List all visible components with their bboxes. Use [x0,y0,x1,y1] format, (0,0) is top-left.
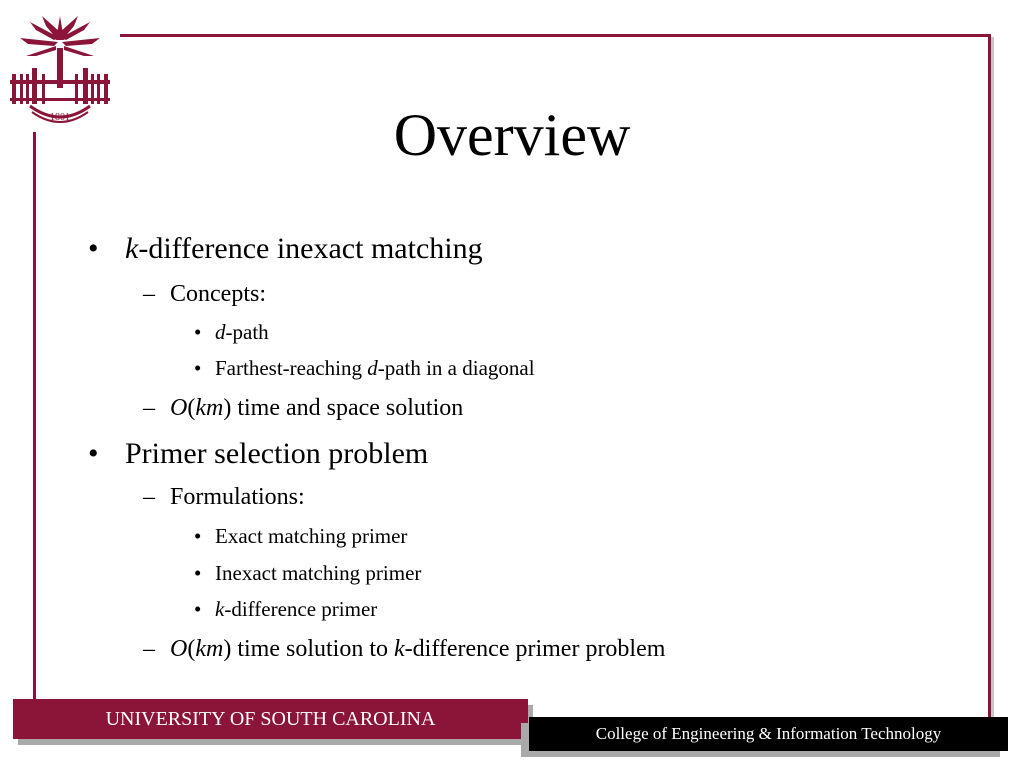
item-text: -difference primer problem [404,636,666,662]
sub-bullet-concepts: Concepts: [170,281,266,307]
bullet-glyph: • [194,597,202,621]
bullet-text: -difference inexact matching [138,232,483,265]
item-exact-matching-primer: Exact matching primer [215,524,408,548]
item-text: ) time and space solution [223,395,464,421]
item-d-path [215,320,269,345]
var-km: km [195,395,224,421]
item-farthest-reaching [215,356,535,381]
bullet-glyph: • [194,561,202,585]
item-k-difference-primer [215,597,377,622]
sub-bullet-time-space [170,395,463,422]
dash-glyph: – [143,636,155,662]
sub-bullet-formulations: Formulations: [170,484,305,510]
dash-glyph: – [143,281,155,307]
college-banner: College of Engineering & Information Technology [529,717,1008,751]
university-banner: UNIVERSITY OF SOUTH CAROLINA [13,699,528,739]
svg-text:1801: 1801 [50,112,70,123]
bullet-primer-selection: Primer selection problem [125,437,429,470]
var-O: O [170,636,188,662]
item-inexact-matching-primer: Inexact matching primer [215,561,422,585]
item-text: -path in a diagonal [377,356,535,380]
bullet-glyph: • [88,232,99,265]
paren: ( [187,636,196,662]
var-km: km [195,636,224,662]
var-O: O [170,395,188,421]
var-d: d [367,356,378,380]
paren: ( [187,395,196,421]
bullet-glyph: • [194,320,202,344]
slide-title: Overview [393,102,631,168]
item-text: -difference primer [224,597,378,621]
var-k: k [394,636,405,662]
var-d: d [215,320,226,344]
var-k: k [215,597,225,621]
item-text: -path [225,320,269,344]
dash-glyph: – [143,484,155,510]
dash-glyph: – [143,395,155,421]
item-text: Farthest-reaching [215,356,368,380]
bullet-k-difference-matching [125,232,483,266]
bullet-glyph: • [88,437,99,470]
bullet-glyph: • [194,524,202,548]
var-k: k [125,232,139,265]
bullet-glyph: • [194,356,202,380]
item-text: ) time solution to [223,636,394,662]
sub-bullet-time-solution [170,636,665,663]
